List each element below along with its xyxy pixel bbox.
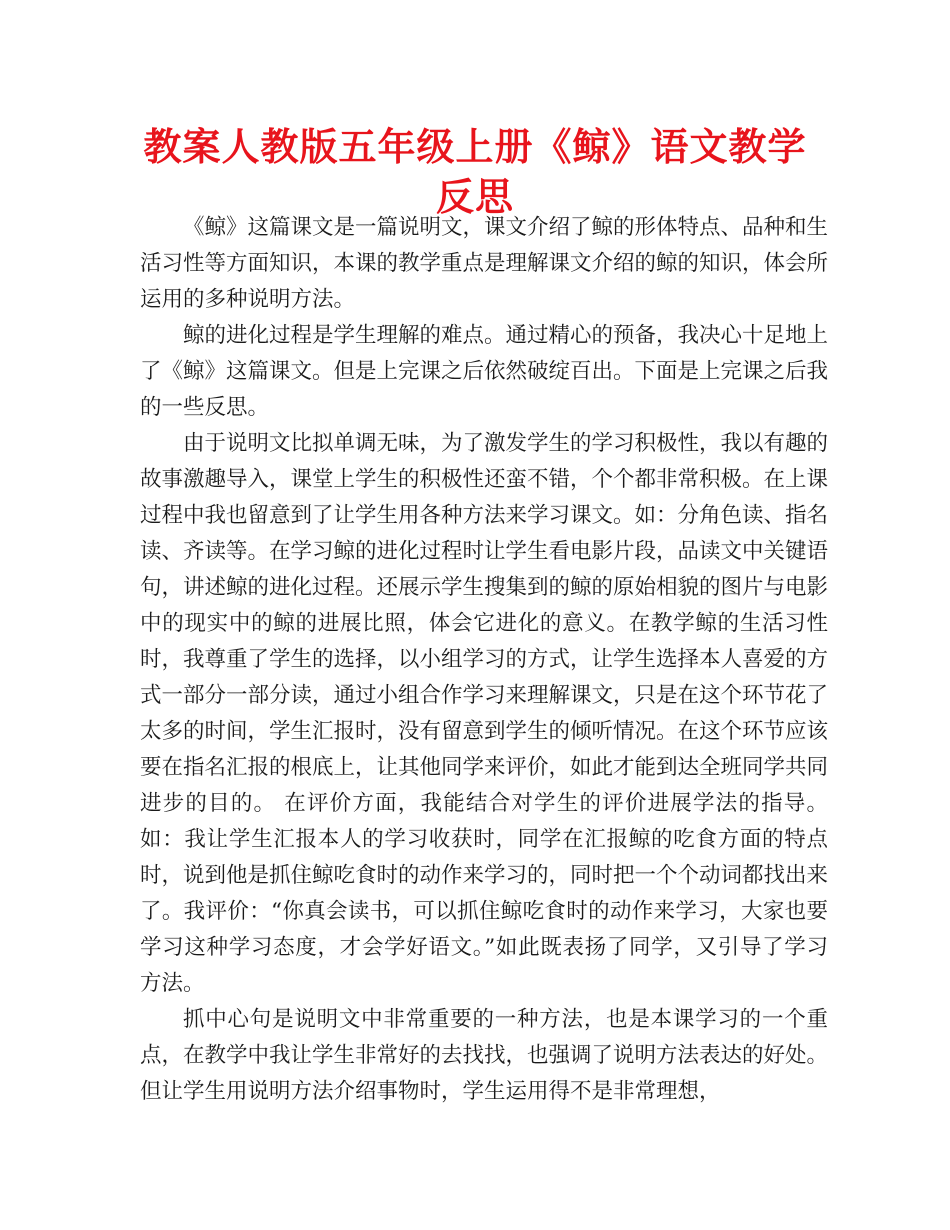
paragraph-4: 抓中心句是说明文中非常重要的一种方法，也是本课学习的一个重点，在教学中我让学生非常好的去找找，也强调了说明方法表达的好处。但让学生用说明方法介绍事物时，学生运用得不是非常理想，	[140, 1007, 829, 1104]
paragraph-2: 鲸的进化过程是学生理解的难点。通过精心的预备，我决心十足地上了《鲸》这篇课文。但是上完课之后依然破绽百出。下面是上完课之后我的一些反思。	[140, 323, 829, 420]
paragraph-1: 《鲸》这篇课文是一篇说明文，课文介绍了鲸的形体特点、品种和生活习性等方面知识，本课的教学重点是理解课文介绍的鲸的知识，体会所运用的多种说明方法。	[140, 215, 829, 312]
document-body	[140, 210, 828, 1110]
paragraph-3: 由于说明文比拟单调无味，为了激发学生的学习积极性，我以有趣的故事激趣导入，课堂上学生的积极性还蛮不错，个个都非常积极。在上课过程中我也留意到了让学生用各种方法来学习课文。如：分角色读、指名读、齐读等。在学习鲸的进化过程时让学生看电影片段，品读文中关键语句，讲述鲸的进化过程。还展示学生搜集到的鲸的原始相貌的图片与电影中的现实中的鲸的进展比照，体会它进化的意义。在教学鲸的生活习性时，我尊重了学生的选择，以小组学习的方式，让学生选择本人喜爱的方式一部分一部分读，通过小组合作学习来理解课文，只是在这个环节花了太多的时间，学生汇报时，没有留意到学生的倾听情况。在这个环节应该要在指名汇报的根底上，让其他同学来评价，如此才能到达全班同学共同进步的目的。 在评价方面，我能结合对学生的评价进展学法的指导。如：我让学生汇报本人的学习收获时，同学在汇报鲸的吃食方面的特点时，说到他是抓住鲸吃食时的动作来学习的，同时把一个个动词都找出来了。我评价：“你真会读书，可以抓住鲸吃食时的动作来学习，大家也要学习这种学习态度，才会学好语文。”如此既表扬了同学，又引导了学习方法。	[140, 431, 829, 996]
document-title: 教案人教版五年级上册《鲸》语文教学反思	[143, 125, 807, 219]
